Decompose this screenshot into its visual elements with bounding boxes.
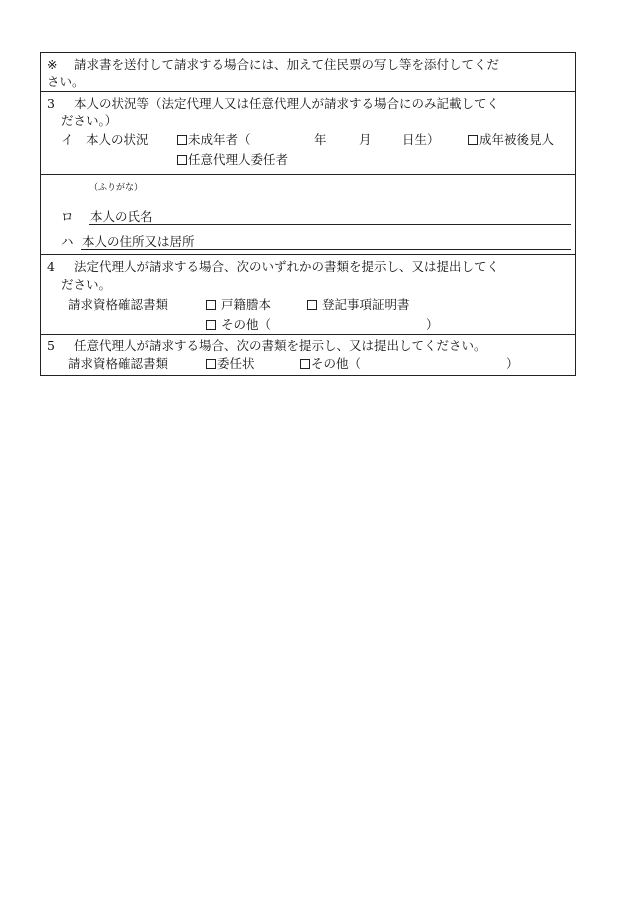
section-3-title-line-2: ださい。）: [61, 113, 118, 128]
section-4-other-option[interactable]: [206, 316, 271, 333]
section-3-status: [41, 91, 575, 174]
section-4-title-line-2: ださい。: [61, 277, 112, 292]
delegator-checkbox[interactable]: [177, 155, 187, 165]
section-4-other-checkbox[interactable]: [206, 320, 216, 330]
section-5-voluntary-representative: [41, 334, 575, 375]
address-label: 本人の住所又は居所: [82, 234, 195, 249]
name-input-line[interactable]: [89, 224, 571, 225]
registry-certificate-option[interactable]: [307, 296, 410, 313]
note-line-1: 請求書を送付して請求する場合には、加えて住民票の写し等を添付してくだ: [74, 57, 500, 72]
registry-certificate-checkbox[interactable]: [307, 300, 317, 310]
family-register-label: 戸籍謄本: [220, 297, 271, 312]
principal-identity-section: [41, 174, 575, 254]
power-of-attorney-checkbox[interactable]: [206, 359, 216, 369]
request-form: [40, 52, 576, 376]
family-register-checkbox[interactable]: [206, 300, 216, 310]
status-label: イ 本人の状況: [61, 132, 149, 147]
power-of-attorney-option[interactable]: [206, 355, 255, 372]
minor-option[interactable]: [177, 131, 251, 148]
registry-certificate-label: 登記事項証明書: [321, 297, 410, 312]
section-4-other-label: その他（: [220, 317, 271, 332]
family-register-option[interactable]: [206, 296, 271, 313]
section-3-number: 3: [47, 96, 55, 111]
name-label: 本人の氏名: [90, 209, 153, 224]
note-mark: ※: [47, 57, 58, 72]
minor-label: 未成年者（: [188, 132, 251, 147]
ward-option[interactable]: [468, 131, 554, 148]
section-4-other-close: ）: [426, 317, 439, 332]
section-4-title-line-1: 法定代理人が請求する場合、次のいずれかの書類を提示し、又は提出してく: [74, 259, 500, 274]
name-prefix: ロ: [61, 209, 74, 224]
section-5-doc-label: 請求資格確認書類: [68, 356, 169, 371]
section-5-other-option[interactable]: [300, 355, 361, 372]
month-label: 月: [359, 132, 372, 147]
section-5-title: 任意代理人が請求する場合、次の書類を提示し、又は提出してください。: [74, 338, 487, 353]
section-4-legal-representative: [41, 254, 575, 334]
note-section: [41, 53, 575, 91]
address-prefix: ハ: [61, 234, 74, 249]
delegator-label: 任意代理人委任者: [188, 152, 289, 167]
power-of-attorney-label: 委任状: [217, 356, 255, 371]
ward-checkbox[interactable]: [468, 135, 478, 145]
section-5-number: 5: [47, 338, 55, 353]
note-line-2: さい。: [47, 74, 85, 89]
delegator-option[interactable]: [177, 151, 288, 168]
ward-label: 成年被後見人: [479, 132, 555, 147]
section-4-number: 4: [47, 259, 55, 274]
section-4-doc-label: 請求資格確認書類: [68, 297, 169, 312]
section-5-other-checkbox[interactable]: [300, 359, 310, 369]
year-label: 年: [314, 132, 327, 147]
birthdate-label: 日生）: [402, 132, 440, 147]
address-input-line[interactable]: [81, 249, 571, 250]
section-5-other-close: ）: [506, 356, 519, 371]
section-5-other-label: その他（: [311, 356, 362, 371]
section-3-title-line-1: 本人の状況等（法定代理人又は任意代理人が請求する場合にのみ記載してく: [74, 96, 500, 111]
furigana-label: （ふりがな）: [89, 183, 144, 193]
minor-checkbox[interactable]: [177, 135, 187, 145]
